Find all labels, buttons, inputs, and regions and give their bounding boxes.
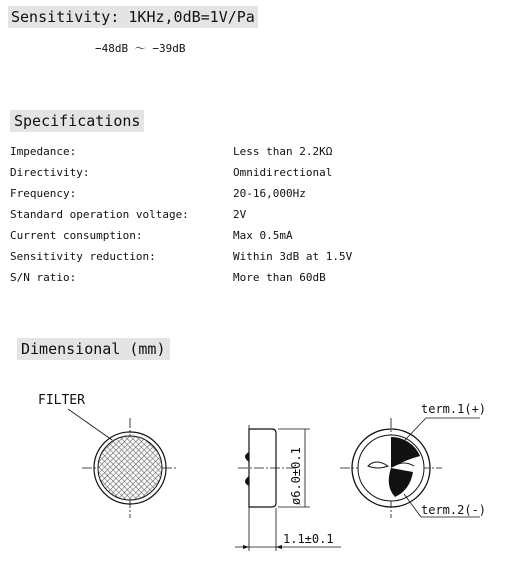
spec-label: Current consumption:: [10, 229, 143, 242]
dimensional-header: Dimensional (mm): [17, 338, 170, 360]
spec-label: Impedance:: [10, 145, 77, 158]
term2-leader-line: [404, 494, 421, 517]
filter-label: FILTER: [38, 393, 85, 408]
spec-value: Less than 2.2KΩ: [233, 145, 333, 158]
spec-label: S/N ratio:: [10, 271, 77, 284]
dimensional-drawing: [0, 380, 505, 569]
term1-label: term.1(+): [421, 402, 487, 416]
thickness-arrow-right: [276, 545, 282, 549]
specifications-header: Specifications: [10, 110, 144, 132]
spec-value: More than 60dB: [233, 271, 326, 284]
spec-label: Frequency:: [10, 187, 77, 200]
spec-label: Directivity:: [10, 166, 90, 179]
diameter-label: ø6.0±0.1: [289, 447, 303, 505]
filter-mesh: [98, 436, 162, 500]
front-view: [38, 393, 178, 518]
spec-value: Omnidirectional: [233, 166, 333, 179]
side-terminal-top: [245, 452, 249, 462]
thickness-label: 1.1±0.1: [283, 532, 334, 546]
spec-value: 20-16,000Hz: [233, 187, 306, 200]
spec-value: Within 3dB at 1.5V: [233, 250, 353, 263]
spec-value: Max 0.5mA: [233, 229, 293, 242]
term1-leader-line: [405, 418, 426, 440]
thickness-arrow-left: [243, 545, 249, 549]
spec-label: Sensitivity reduction:: [10, 250, 156, 263]
spec-value: 2V: [233, 208, 247, 221]
sensitivity-range: −48dB 〜 −39dB: [95, 42, 186, 55]
sensitivity-header: Sensitivity: 1KHz,0dB=1V/Pa: [8, 6, 258, 28]
side-terminal-bottom: [245, 476, 249, 486]
filter-leader-line: [68, 409, 112, 440]
term2-label: term.2(-): [421, 503, 487, 517]
side-view: [235, 425, 341, 551]
spec-label: Standard operation voltage:: [10, 208, 189, 221]
back-view: [340, 402, 486, 518]
